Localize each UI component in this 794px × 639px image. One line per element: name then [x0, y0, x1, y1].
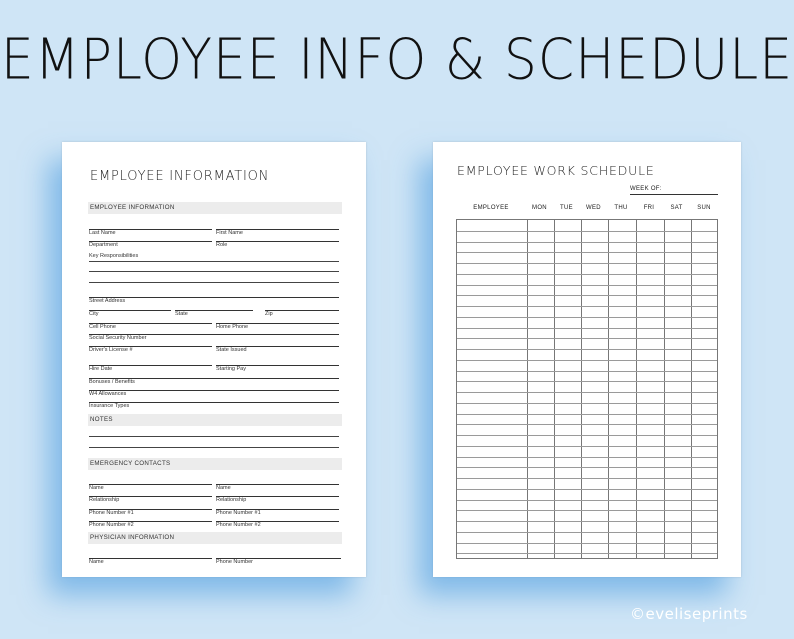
- field-starting-pay[interactable]: Starting Pay: [216, 358, 339, 366]
- schedule-row-line: [457, 424, 717, 425]
- schedule-column-headers: [456, 205, 718, 215]
- column-divider: [527, 220, 528, 558]
- schedule-row-line: [457, 414, 717, 415]
- column-header-sat: SAT: [670, 205, 683, 211]
- column-divider: [691, 220, 692, 558]
- field-phone2-contact2[interactable]: Phone Number #2: [216, 514, 339, 522]
- schedule-row-line: [457, 338, 717, 339]
- schedule-row-line: [457, 489, 717, 490]
- field-zip[interactable]: Zip: [265, 303, 339, 311]
- column-header-wed: WED: [586, 205, 601, 211]
- field-first-name[interactable]: First Name: [216, 222, 339, 230]
- schedule-row-line: [457, 360, 717, 361]
- column-header-fri: FRI: [643, 205, 655, 211]
- field-drivers-license[interactable]: Driver's License #: [89, 339, 212, 347]
- field-w4-allowances[interactable]: W4 Allowances: [89, 383, 339, 391]
- column-divider: [608, 220, 609, 558]
- field-phone1-contact2[interactable]: Phone Number #1: [216, 502, 339, 510]
- field-emergency-name-2[interactable]: Name: [216, 477, 339, 485]
- schedule-row-line: [457, 295, 717, 296]
- page-title: EMPLOYEE INFO & SCHEDULE: [0, 27, 794, 93]
- column-header-thu: THU: [614, 205, 628, 211]
- notes-line[interactable]: [89, 447, 339, 448]
- schedule-row-line: [457, 435, 717, 436]
- field-street-address[interactable]: Street Address: [89, 290, 339, 298]
- responsibilities-line[interactable]: [89, 261, 339, 262]
- column-divider: [581, 220, 582, 558]
- schedule-row-line: [457, 274, 717, 275]
- schedule-row-line: [457, 553, 717, 554]
- schedule-row-line: [457, 446, 717, 447]
- section-notes: NOTES: [88, 414, 342, 426]
- column-divider: [664, 220, 665, 558]
- field-phone2-contact1[interactable]: Phone Number #2: [89, 514, 212, 522]
- schedule-row-line: [457, 510, 717, 511]
- schedule-row-line: [457, 242, 717, 243]
- field-physician-name[interactable]: Name: [89, 551, 212, 559]
- field-relationship-1[interactable]: Relationship: [89, 489, 212, 497]
- column-header-mon: MON: [532, 205, 547, 211]
- schedule-sheet-heading: EMPLOYEE WORK SCHEDULE: [457, 163, 655, 178]
- schedule-row-line: [457, 317, 717, 318]
- field-phone1-contact1[interactable]: Phone Number #1: [89, 502, 212, 510]
- field-bonuses-benefits[interactable]: Bonuses / Benefits: [89, 371, 339, 379]
- schedule-row-line: [457, 252, 717, 253]
- schedule-grid: [456, 205, 718, 559]
- field-department[interactable]: Department: [89, 234, 212, 242]
- schedule-grid-body[interactable]: [456, 219, 718, 559]
- field-state[interactable]: State: [175, 303, 253, 311]
- schedule-row-line: [457, 231, 717, 232]
- field-home-phone[interactable]: Home Phone: [216, 316, 339, 324]
- responsibilities-line[interactable]: [89, 282, 339, 283]
- field-city[interactable]: City: [89, 303, 171, 311]
- schedule-row-line: [457, 392, 717, 393]
- schedule-row-line: [457, 306, 717, 307]
- field-role[interactable]: Role: [216, 234, 339, 242]
- schedule-row-line: [457, 467, 717, 468]
- field-hire-date[interactable]: Hire Date: [89, 358, 212, 366]
- schedule-row-line: [457, 381, 717, 382]
- watermark: ©eveliseprints: [630, 605, 748, 623]
- field-emergency-name-1[interactable]: Name: [89, 477, 212, 485]
- schedule-row-line: [457, 532, 717, 533]
- schedule-row-line: [457, 263, 717, 264]
- column-header-sun: SUN: [697, 205, 711, 211]
- employee-work-schedule-sheet: [433, 142, 741, 577]
- field-physician-phone[interactable]: Phone Number: [216, 551, 341, 559]
- schedule-row-line: [457, 478, 717, 479]
- schedule-row-line: [457, 403, 717, 404]
- field-week-of[interactable]: WEEK OF:: [630, 186, 718, 195]
- section-physician-information: PHYSICIAN INFORMATION: [88, 532, 342, 544]
- field-last-name[interactable]: Last Name: [89, 222, 212, 230]
- field-relationship-2[interactable]: Relationship: [216, 489, 339, 497]
- field-key-responsibilities: Key Responsibilities: [89, 253, 139, 259]
- column-divider: [636, 220, 637, 558]
- column-header-tue: TUE: [560, 205, 573, 211]
- schedule-row-line: [457, 328, 717, 329]
- schedule-row-line: [457, 371, 717, 372]
- field-state-issued[interactable]: State Issued: [216, 339, 339, 347]
- field-cell-phone[interactable]: Cell Phone: [89, 316, 212, 324]
- section-emergency-contacts: EMERGENCY CONTACTS: [88, 458, 342, 470]
- schedule-row-line: [457, 285, 717, 286]
- schedule-row-line: [457, 543, 717, 544]
- schedule-row-line: [457, 349, 717, 350]
- schedule-row-line: [457, 521, 717, 522]
- responsibilities-line[interactable]: [89, 271, 339, 272]
- employee-information-sheet: [62, 142, 366, 577]
- column-header-employee: EMPLOYEE: [473, 205, 509, 211]
- info-sheet-heading: EMPLOYEE INFORMATION: [90, 169, 270, 184]
- schedule-row-line: [457, 500, 717, 501]
- column-divider: [554, 220, 555, 558]
- notes-line[interactable]: [89, 436, 339, 437]
- field-insurance-types[interactable]: Insurance Types: [89, 395, 339, 403]
- schedule-row-line: [457, 457, 717, 458]
- field-social-security-number[interactable]: Social Security Number: [89, 327, 339, 335]
- section-employee-information: EMPLOYEE INFORMATION: [88, 202, 342, 214]
